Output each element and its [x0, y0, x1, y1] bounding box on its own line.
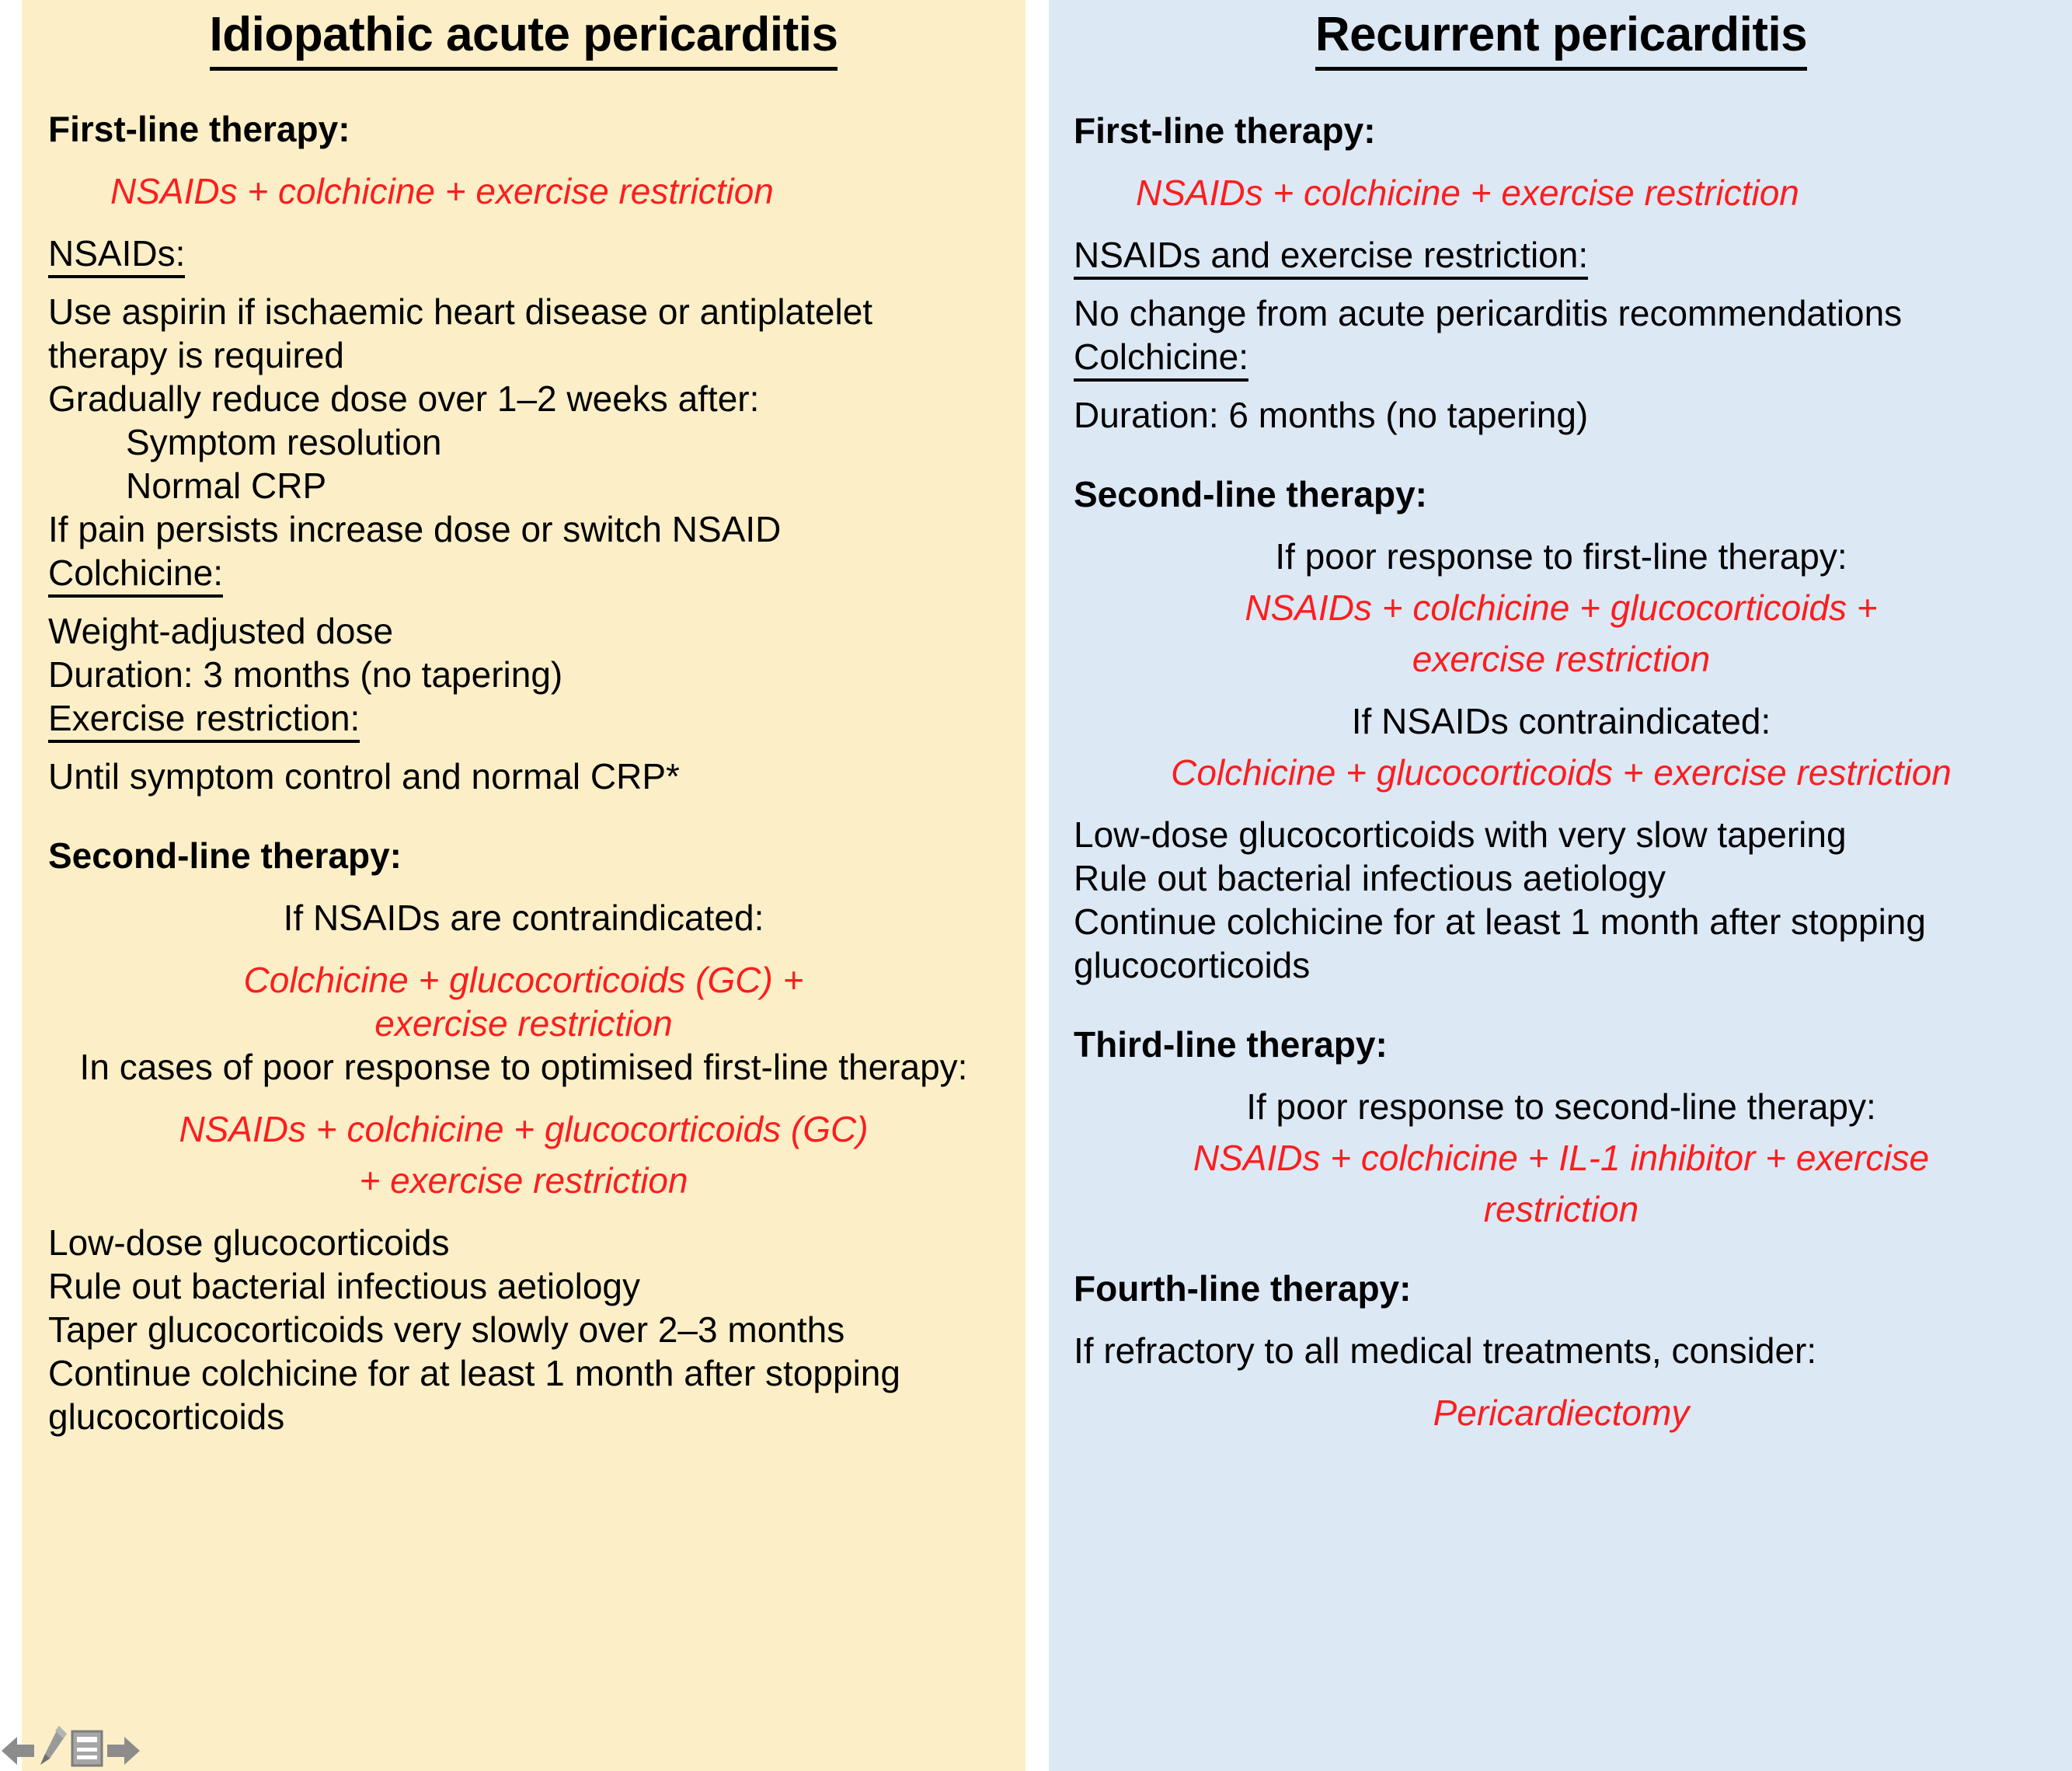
- left-nsaids-sub-1: Symptom resolution: [126, 422, 442, 463]
- right-third-line-regimen-a: NSAIDs + colchicine + IL-1 inhibitor + exercise: [1193, 1138, 1930, 1179]
- left-nsaids-line-3: Gradually reduce dose over 1–2 weeks after:: [48, 378, 760, 420]
- left-second-line-condition-2: In cases of poor response to optimised first-line therapy:: [79, 1047, 968, 1088]
- pencil-icon[interactable]: [37, 1724, 68, 1768]
- right-third-line-regimen-b: restriction: [1483, 1189, 1639, 1230]
- left-exercise-heading: Exercise restriction:: [48, 700, 999, 743]
- forward-arrow-icon[interactable]: [106, 1734, 141, 1768]
- right-second-line-note-4: glucocorticoids: [1074, 945, 1311, 986]
- left-nsaids-heading: NSAIDs:: [48, 235, 999, 278]
- panel-recurrent-pericarditis: [1049, 0, 2072, 1771]
- left-panel-title: [48, 0, 999, 71]
- left-colchicine-line-1: Weight-adjusted dose: [48, 611, 394, 652]
- right-third-line-heading: Third-line therapy:: [1074, 1024, 1388, 1065]
- left-panel-title-text: Idiopathic acute pericarditis: [210, 9, 838, 71]
- left-nsaids-after: If pain persists increase dose or switch NSAID: [48, 509, 782, 550]
- right-second-line-regimen-1b: exercise restriction: [1412, 639, 1711, 680]
- right-colchicine-heading: Colchicine:: [1074, 339, 2049, 382]
- right-fourth-line-regimen: Pericardiectomy: [1433, 1393, 1690, 1434]
- right-panel-title: [1074, 0, 2049, 71]
- right-third-line-condition: If poor response to second-line therapy:: [1246, 1086, 1876, 1128]
- left-nsaids-sub-2: Normal CRP: [126, 465, 327, 507]
- back-arrow-icon[interactable]: [0, 1734, 36, 1768]
- right-nsaids-exercise-line-1: No change from acute pericarditis recommendations: [1074, 293, 1903, 334]
- left-second-line-note-5: glucocorticoids: [48, 1396, 285, 1438]
- right-second-line-heading: Second-line therapy:: [1074, 474, 1427, 515]
- left-second-line-regimen-2b: + exercise restriction: [359, 1160, 688, 1201]
- left-second-line-note-4: Continue colchicine for at least 1 month after stopping: [48, 1353, 900, 1394]
- corner-toolbar[interactable]: [0, 1724, 141, 1768]
- right-first-line-regimen: NSAIDs + colchicine + exercise restriction: [1136, 173, 1799, 214]
- left-second-line-heading: Second-line therapy:: [48, 835, 402, 877]
- left-first-line-regimen: NSAIDs + colchicine + exercise restriction: [110, 171, 774, 212]
- left-colchicine-line-2: Duration: 3 months (no tapering): [48, 654, 563, 696]
- right-second-line-condition-1: If poor response to first-line therapy:: [1275, 536, 1847, 577]
- right-second-line-regimen-1a: NSAIDs + colchicine + glucocorticoids +: [1245, 587, 1878, 629]
- left-exercise-line-1: Until symptom control and normal CRP*: [48, 756, 680, 797]
- right-second-line-note-1: Low-dose glucocorticoids with very slow tapering: [1074, 814, 1847, 856]
- left-nsaids-line-1: Use aspirin if ischaemic heart disease or antiplatelet: [48, 291, 873, 333]
- panel-gap: [1026, 0, 1049, 1771]
- right-second-line-regimen-2: Colchicine + glucocorticoids + exercise restriction: [1171, 752, 1952, 793]
- right-second-line-note-2: Rule out bacterial infectious aetiology: [1074, 858, 1666, 899]
- left-second-line-regimen-2a: NSAIDs + colchicine + glucocorticoids (GC): [179, 1109, 869, 1150]
- left-second-line-note-1: Low-dose glucocorticoids: [48, 1222, 450, 1264]
- left-nsaids-line-2: therapy is required: [48, 335, 344, 376]
- right-colchicine-line-1: Duration: 6 months (no tapering): [1074, 395, 1589, 436]
- right-fourth-line-condition: If refractory to all medical treatments, consider:: [1074, 1330, 1817, 1372]
- panel-idiopathic-acute-pericarditis: [22, 0, 1026, 1771]
- right-panel-title-text: Recurrent pericarditis: [1315, 9, 1807, 71]
- right-second-line-condition-2: If NSAIDs contraindicated:: [1351, 701, 1771, 742]
- note-icon[interactable]: [70, 1729, 104, 1768]
- right-nsaids-exercise-heading: NSAIDs and exercise restriction:: [1074, 237, 2049, 280]
- left-second-line-note-2: Rule out bacterial infectious aetiology: [48, 1266, 641, 1307]
- left-second-line-note-3: Taper glucocorticoids very slowly over 2–3 months: [48, 1309, 845, 1351]
- left-first-line-heading: First-line therapy:: [48, 109, 350, 150]
- left-second-line-regimen-1b: exercise restriction: [374, 1003, 673, 1044]
- left-second-line-condition-1: If NSAIDs are contraindicated:: [283, 898, 764, 939]
- right-second-line-note-3: Continue colchicine for at least 1 month after stopping: [1074, 901, 1926, 943]
- right-first-line-heading: First-line therapy:: [1074, 110, 1376, 152]
- right-fourth-line-heading: Fourth-line therapy:: [1074, 1268, 1412, 1309]
- left-colchicine-heading: Colchicine:: [48, 555, 999, 598]
- left-second-line-regimen-1a: Colchicine + glucocorticoids (GC) +: [243, 960, 804, 1001]
